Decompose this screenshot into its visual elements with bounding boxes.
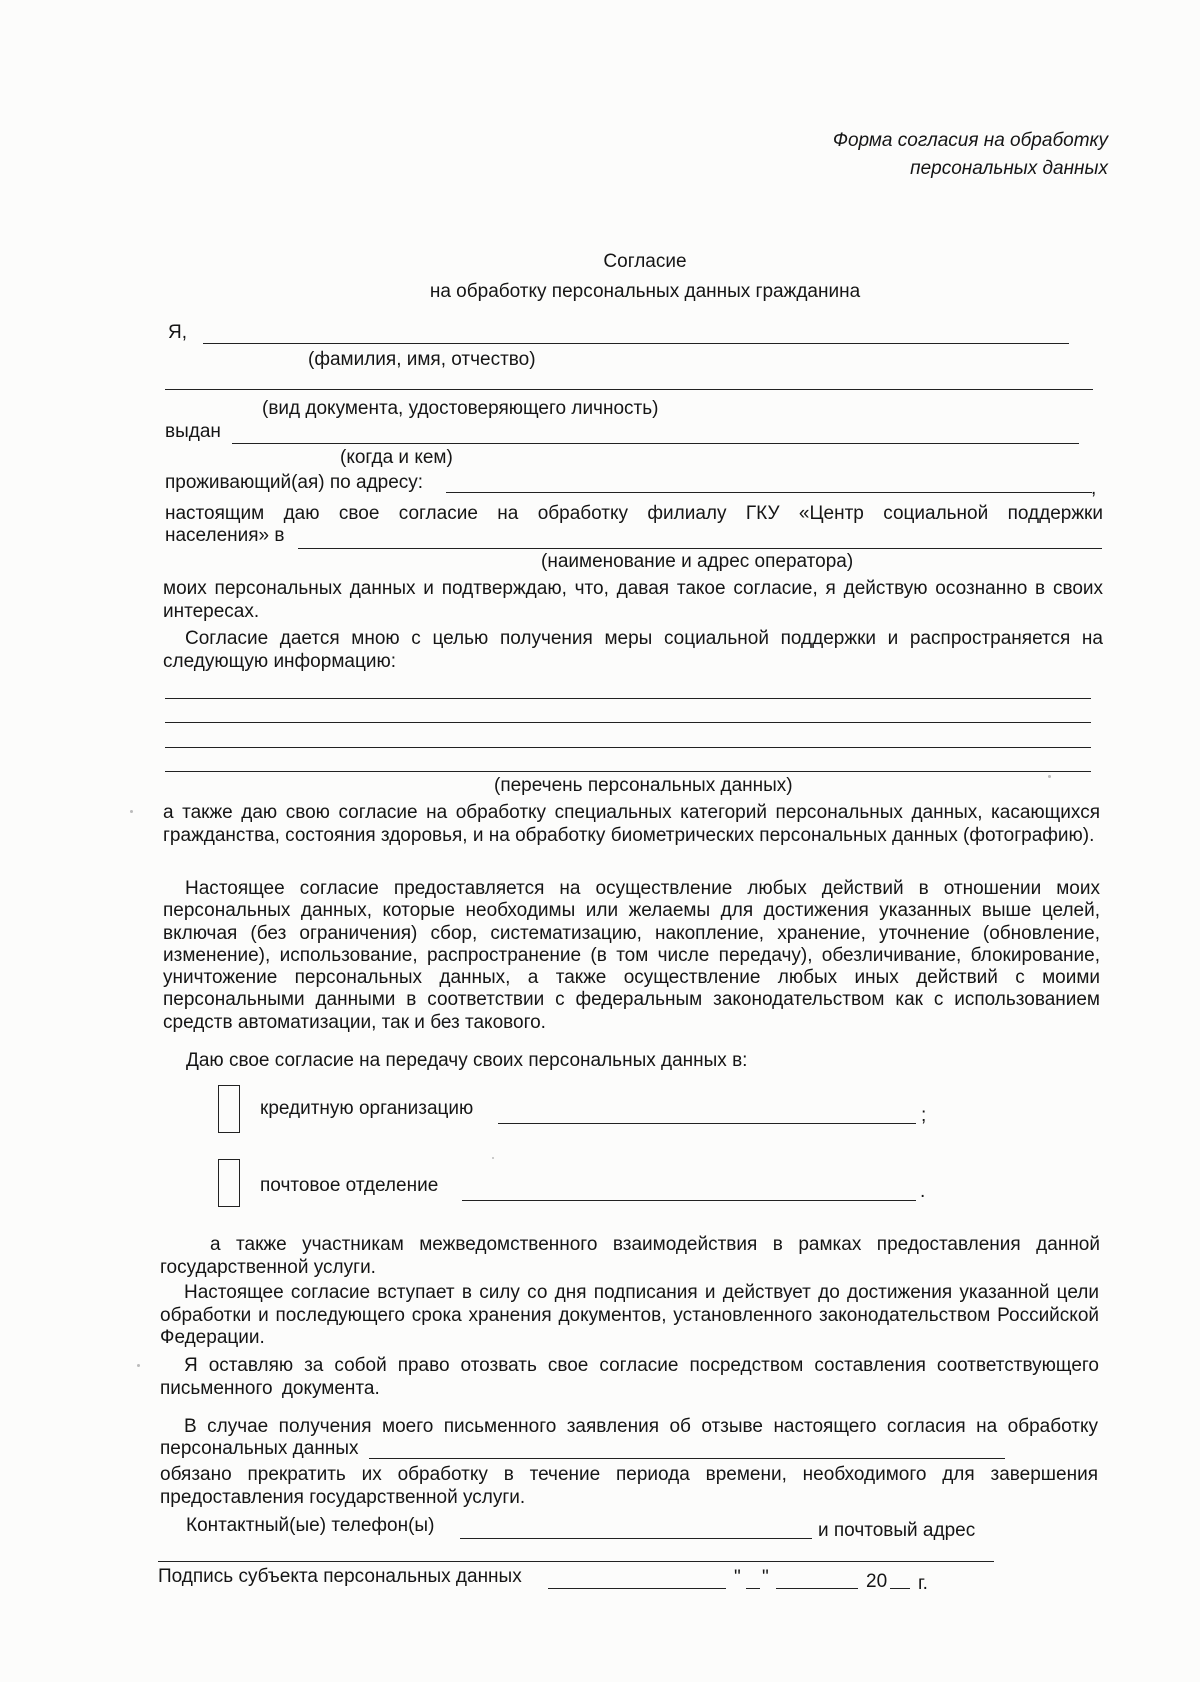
paragraph-2: Согласие дается мною с целью получения меры социальной поддержки и распространяется на следующую информацию: — [163, 628, 1103, 672]
consent-intro2: населения» в — [165, 525, 285, 546]
document-title — [0, 247, 1200, 307]
date-quote-open: " — [734, 1567, 741, 1588]
address-label: проживающий(ая) по адресу: — [165, 472, 424, 493]
post-office-label: почтовое отделение — [260, 1175, 439, 1196]
credit-org-end: ; — [921, 1105, 927, 1126]
paragraph-10: обязано прекратить их обработку в течение периода времени, необходимого для завершения предоставления государственной услуги. — [160, 1464, 1098, 1508]
form-label-line2: персональных данных — [910, 158, 1108, 179]
date-year-prefix: 20 — [866, 1571, 888, 1592]
address-line[interactable] — [446, 492, 1092, 493]
issued-line[interactable] — [232, 443, 1079, 444]
title-line2: на обработку персональных данных гражданина — [429, 281, 861, 302]
document-caption: (вид документа, удостоверяющего личность) — [262, 398, 659, 419]
list-line-4[interactable] — [165, 771, 1091, 772]
signature-label: Подпись субъекта персональных данных — [158, 1566, 522, 1587]
revocation-line[interactable] — [369, 1458, 1005, 1459]
scan-speck — [130, 810, 133, 813]
date-quote-close: " — [762, 1567, 769, 1588]
postal-label: и почтовый адрес — [818, 1520, 976, 1541]
fio-caption: (фамилия, имя, отчество) — [308, 349, 536, 370]
title-line1: Согласие — [603, 251, 687, 272]
postal-line[interactable] — [158, 1561, 994, 1562]
date-year-line[interactable] — [890, 1588, 910, 1589]
operator-line[interactable] — [298, 548, 1102, 549]
credit-org-label: кредитную организацию — [260, 1098, 474, 1119]
issued-caption: (когда и кем) — [340, 447, 453, 468]
fio-line[interactable] — [203, 343, 1069, 344]
operator-caption: (наименование и адрес оператора) — [541, 551, 854, 572]
list-line-3[interactable] — [165, 747, 1091, 748]
form-header-note — [833, 127, 1108, 183]
paragraph-1: моих персональных данных и подтверждаю, что, давая такое согласие, я действую осознанно в своих интересах. — [163, 578, 1103, 622]
post-office-checkbox[interactable] — [218, 1159, 240, 1207]
ya-label: Я, — [168, 322, 187, 343]
credit-org-checkbox[interactable] — [218, 1085, 240, 1133]
list-caption: (перечень персональных данных) — [494, 775, 793, 796]
paragraph-3: а также даю свою согласие на обработку специальных категорий персональных данных, касающихся гражданства, состояния здоровья, и на обработку биометрических персональных данных (фотографию). — [163, 802, 1100, 846]
paragraph-8: Я оставляю за собой право отозвать свое согласие посредством составления соответствующего письменного документа. — [160, 1355, 1099, 1399]
address-comma: , — [1091, 478, 1097, 499]
paragraph-9a: В случае получения моего письменного заявления об отзыве настоящего согласия на обработку — [184, 1416, 1098, 1437]
post-office-line[interactable] — [462, 1200, 916, 1201]
issued-label: выдан — [165, 421, 221, 442]
paragraph-9b: персональных данных — [160, 1438, 359, 1459]
post-office-end: . — [920, 1181, 926, 1202]
paragraph-5: Даю свое согласие на передачу своих персональных данных в: — [186, 1050, 748, 1071]
date-day-line[interactable] — [746, 1588, 760, 1589]
date-year-suffix: г. — [918, 1573, 928, 1594]
signature-line[interactable] — [548, 1588, 726, 1589]
consent-intro: настоящим даю свое согласие на обработку филиалу ГКУ «Центр социальной поддержки — [165, 503, 1103, 524]
paragraph-4: Настоящее согласие предоставляется на осуществление любых действий в отношении моих персональных данных, которые необходимы или желаемы для достижения указанных выше целей, включая (без ограничения) сбор, систематизацию, накопление, хранение, уточнение (обновление, изменение), использование, распространение (в том числе передачу), обезличивание, блокирование, уничтожение персональных данных, а также осуществление любых иных действий с моими персональными данными в соответствии с федеральным законодательством как с использованием средств автоматизации, так и без такового. — [163, 878, 1100, 1033]
paragraph-6: а также участникам межведомственного взаимодействия в рамках предоставления данной государственной услуги. — [160, 1234, 1100, 1278]
phone-line[interactable] — [460, 1538, 812, 1539]
contacts-label: Контактный(ые) телефон(ы) — [186, 1515, 435, 1536]
paragraph-7: Настоящее согласие вступает в силу со дня подписания и действует до достижения указанной цели обработки и последующего срока хранения документов, установленного законодательством Российской Федерации. — [160, 1282, 1099, 1348]
list-line-2[interactable] — [165, 722, 1091, 723]
scan-speck — [1048, 775, 1051, 778]
form-label-line1: Форма согласия на обработку — [832, 130, 1108, 151]
document-line[interactable] — [165, 389, 1093, 390]
list-line-1[interactable] — [165, 698, 1091, 699]
scan-speck — [137, 1364, 140, 1367]
scan-speck — [492, 1157, 494, 1159]
date-month-line[interactable] — [776, 1588, 858, 1589]
credit-org-line[interactable] — [498, 1123, 916, 1124]
